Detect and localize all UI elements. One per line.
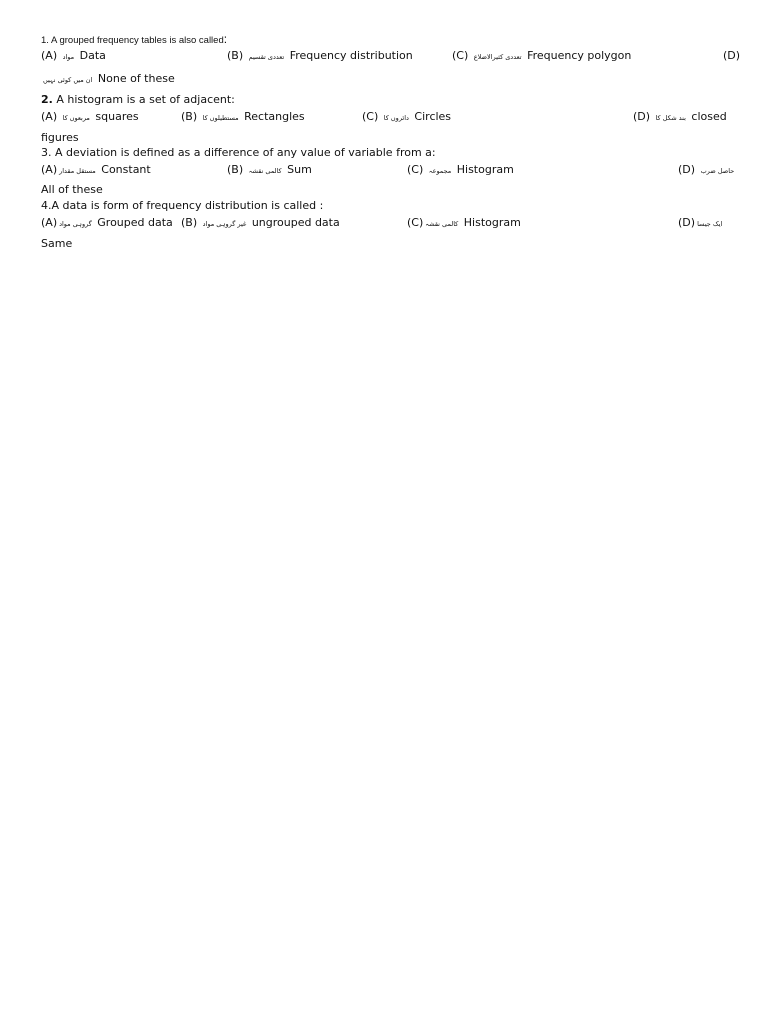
question-3-option-a (41, 163, 151, 178)
question-1-title-text: 1. A grouped frequency tables is also called (41, 35, 224, 46)
option-letter: (B) (181, 110, 198, 123)
question-4-option-d-continued (41, 237, 72, 251)
option-text: All of these (41, 183, 103, 196)
option-urdu: گروہی مواد (59, 220, 92, 228)
option-letter: (C) (407, 216, 424, 229)
question-4-option-a (41, 216, 173, 231)
question-2-option-d (633, 110, 727, 125)
option-text: Circles (414, 110, 452, 123)
option-text: Histogram (456, 163, 514, 176)
option-text: Rectangles (244, 110, 305, 123)
question-1-option-c (452, 49, 631, 64)
option-text: Sum (287, 163, 312, 176)
question-1-title-colon: : (223, 32, 228, 46)
question-1-option-d-letter (723, 49, 740, 63)
option-urdu: تعددی تقسیم (248, 53, 285, 61)
option-text: Frequency polygon (527, 49, 632, 62)
question-3-option-d (678, 163, 736, 178)
option-urdu: مستطیلوں کا (202, 114, 239, 122)
option-letter: (C) (452, 49, 469, 62)
option-urdu: مواد (62, 53, 75, 61)
question-2-option-d-continued (41, 131, 79, 145)
option-letter: (D) (678, 163, 696, 176)
question-3-title (41, 146, 436, 160)
option-text: closed (691, 110, 727, 123)
option-text: Grouped data (97, 216, 173, 229)
option-urdu: مربعوں کا (62, 114, 90, 122)
option-letter: (C) (362, 110, 379, 123)
question-2-option-c (362, 110, 451, 125)
option-text: Data (79, 49, 106, 62)
question-3-title-text: 3. A deviation is defined as a difference of any value of variable from a: (41, 146, 436, 159)
option-letter: (A) (41, 163, 58, 176)
question-4-title-text: 4.A data is form of frequency distribution is called : (41, 199, 324, 212)
question-4-option-b (181, 216, 340, 231)
option-text: Frequency distribution (289, 49, 413, 62)
question-3-option-d-continued (41, 183, 103, 197)
option-urdu: حاصل ضرب (700, 167, 735, 175)
option-text: None of these (97, 72, 175, 85)
question-4-option-c (407, 216, 521, 231)
option-letter: (B) (227, 163, 244, 176)
option-urdu: کالمی نقشہ (248, 167, 282, 175)
option-urdu: ان میں کوئی نہیں (43, 76, 93, 84)
option-letter: (D) (723, 49, 741, 62)
option-letter: (A) (41, 110, 58, 123)
option-letter: (D) (678, 216, 696, 229)
option-urdu: ایک جیسا (697, 220, 723, 228)
option-urdu: کالمی نقشہ (425, 220, 459, 228)
option-text: ungrouped data (251, 216, 340, 229)
option-letter: (B) (227, 49, 244, 62)
option-urdu: مستقل مقدار (59, 167, 96, 175)
option-urdu: بند شکل کا (655, 114, 686, 122)
option-text: Same (41, 237, 73, 250)
option-letter: (A) (41, 216, 58, 229)
question-1-option-a (41, 49, 106, 64)
option-text-continued: figures (41, 131, 79, 144)
option-text: Histogram (463, 216, 521, 229)
question-4-title (41, 199, 323, 213)
question-1-option-d-body (41, 72, 175, 87)
option-text: squares (95, 110, 139, 123)
question-2-title (41, 93, 235, 107)
question-2-option-b (181, 110, 305, 125)
option-urdu: دائروں کا (383, 114, 409, 122)
question-2-title-text: A histogram is a set of adjacent: (52, 93, 235, 106)
option-letter: (B) (181, 216, 198, 229)
question-1-title (41, 32, 227, 48)
option-letter: (D) (633, 110, 651, 123)
question-1-option-b (227, 49, 413, 64)
option-urdu: غیر گروہی مواد (202, 220, 247, 228)
question-3-option-b (227, 163, 312, 178)
question-2-option-a (41, 110, 139, 125)
question-4-option-d (678, 216, 724, 231)
question-3-option-c (407, 163, 514, 178)
option-text: Constant (101, 163, 151, 176)
option-letter: (C) (407, 163, 424, 176)
option-urdu: مجموعہ (428, 167, 452, 175)
option-urdu: تعددی کثیرالاضلاع (473, 53, 522, 61)
question-2-number: 2. (41, 93, 53, 106)
option-letter: (A) (41, 49, 58, 62)
